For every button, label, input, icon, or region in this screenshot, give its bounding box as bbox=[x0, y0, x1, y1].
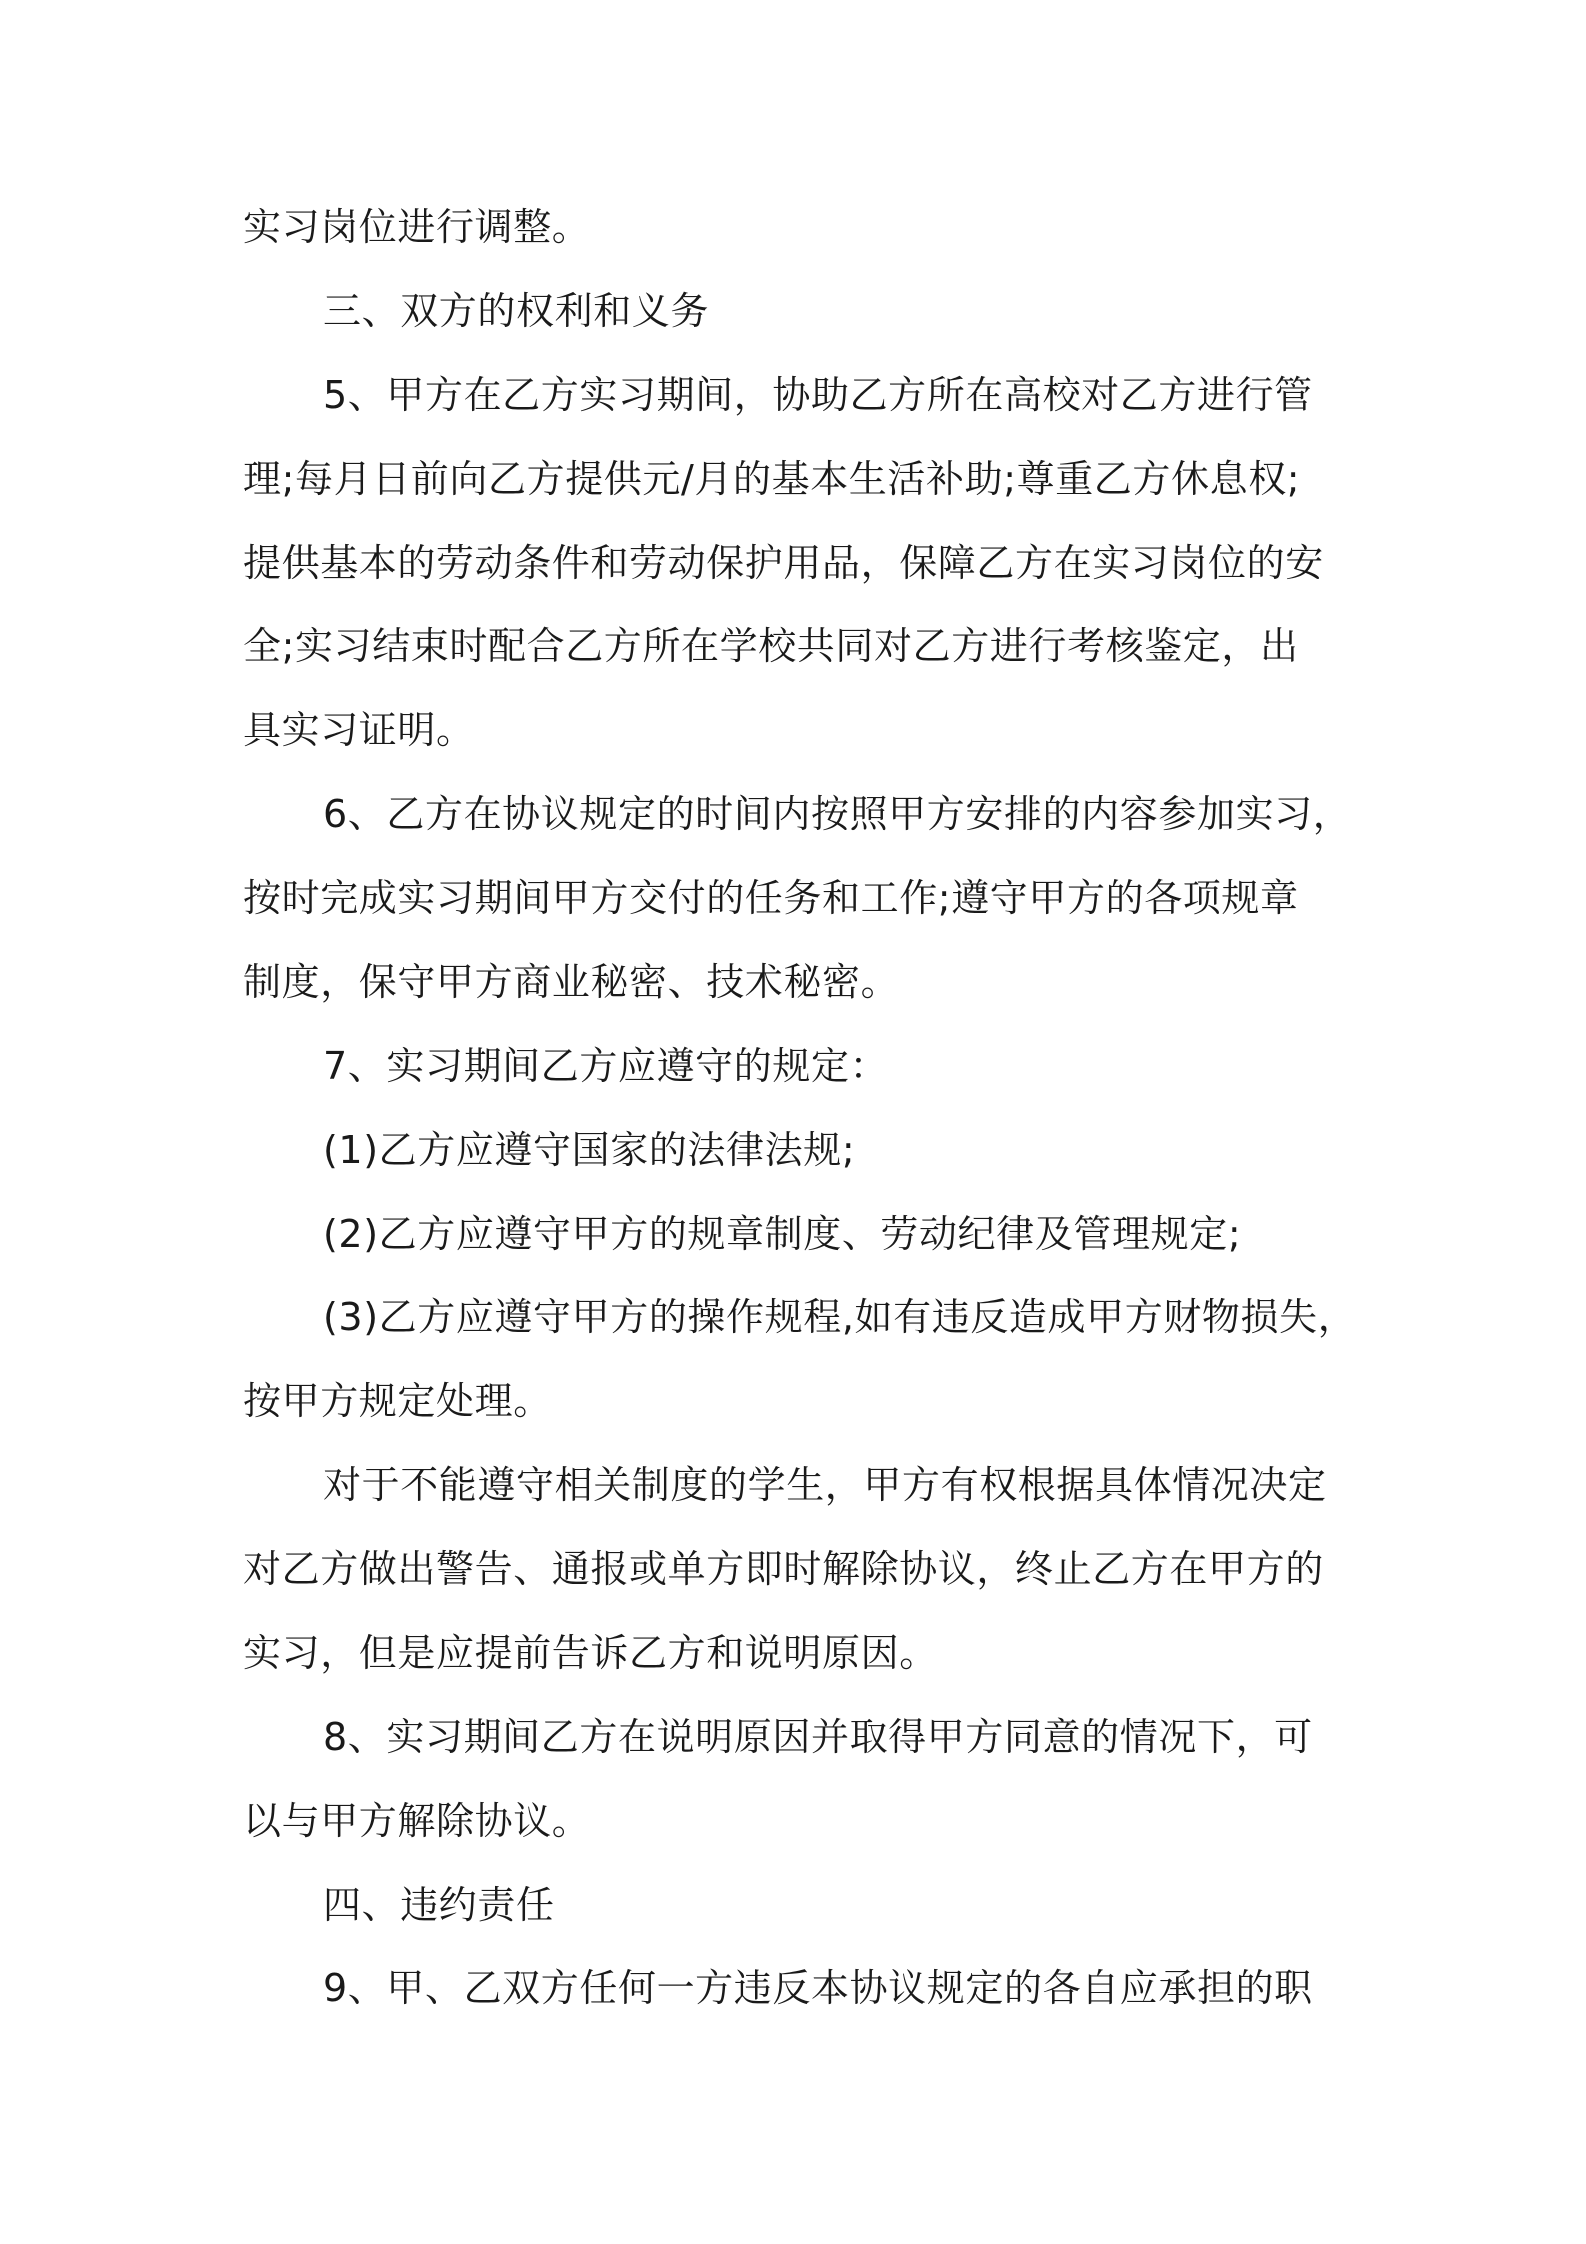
text-line: 按甲方规定处理。 bbox=[243, 1379, 552, 1423]
text-line: 实习岗位进行调整。 bbox=[243, 205, 591, 249]
text-line: 对乙方做出警告、通报或单方即时解除协议，终止乙方在甲方的 bbox=[243, 1547, 1324, 1591]
text-line: 提供基本的劳动条件和劳动保护用品，保障乙方在实习岗位的安 bbox=[243, 541, 1324, 585]
section-heading: 三、双方的权利和义务 bbox=[323, 289, 710, 333]
section-heading: 四、违约责任 bbox=[323, 1883, 555, 1927]
text-line: 实习，但是应提前告诉乙方和说明原因。 bbox=[243, 1631, 938, 1675]
text-line: 理;每月日前向乙方提供元/月的基本生活补助;尊重乙方休息权; bbox=[243, 457, 1301, 501]
text-line: 制度，保守甲方商业秘密、技术秘密。 bbox=[243, 960, 900, 1004]
text-line: 对于不能遵守相关制度的学生，甲方有权根据具体情况决定 bbox=[323, 1463, 1327, 1507]
text-line: 9、甲、乙双方任何一方违反本协议规定的各自应承担的职 bbox=[323, 1966, 1313, 2010]
list-item: (1)乙方应遵守国家的法律法规; bbox=[323, 1128, 856, 1172]
text-line: 具实习证明。 bbox=[243, 708, 475, 752]
list-item: (2)乙方应遵守甲方的规章制度、劳动纪律及管理规定; bbox=[323, 1212, 1242, 1256]
list-item: (3)乙方应遵守甲方的操作规程,如有违反造成甲方财物损失， bbox=[323, 1295, 1357, 1339]
text-line: 全;实习结束时配合乙方所在学校共同对乙方进行考核鉴定，出 bbox=[243, 624, 1299, 668]
text-line: 8、实习期间乙方在说明原因并取得甲方同意的情况下，可 bbox=[323, 1715, 1313, 1759]
text-line: 6、乙方在协议规定的时间内按照甲方安排的内容参加实习， bbox=[323, 792, 1352, 836]
text-line: 按时完成实习期间甲方交付的任务和工作;遵守甲方的各项规章 bbox=[243, 876, 1299, 920]
text-line: 7、实习期间乙方应遵守的规定： bbox=[323, 1044, 889, 1088]
text-line: 5、甲方在乙方实习期间，协助乙方所在高校对乙方进行管 bbox=[323, 373, 1313, 417]
text-line: 以与甲方解除协议。 bbox=[243, 1799, 591, 1843]
